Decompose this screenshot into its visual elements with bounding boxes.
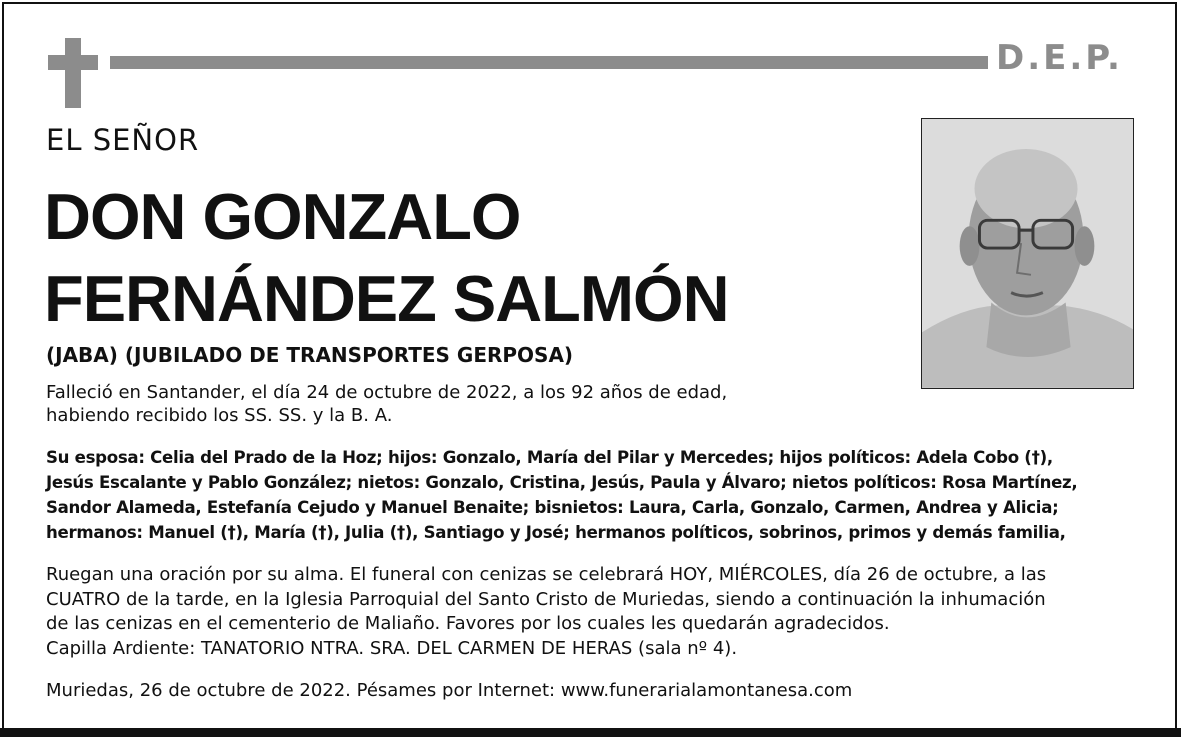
deceased-nickname: (JABA) (JUBILADO DE TRANSPORTES GERPOSA) xyxy=(46,343,574,367)
cross-horizontal-bar xyxy=(48,55,98,70)
family-line-1: Su esposa: Celia del Prado de la Hoz; hijos: Gonzalo, María del Pilar y Mercedes; hijos políticos: Adela Cobo (†), xyxy=(46,448,1053,467)
funeral-line-4: Capilla Ardiente: TANATORIO NTRA. SRA. DEL CARMEN DE HERAS (sala nº 4). xyxy=(46,638,738,659)
funeral-line-2: CUATRO de la tarde, en la Iglesia Parroquial del Santo Cristo de Muriedas, siendo a continuación la inhumación xyxy=(46,589,1046,610)
deceased-name-line1: DON GONZALO xyxy=(44,180,521,253)
funeral-line-3: de las cenizas en el cementerio de Maliaño. Favores por los cuales les quedarán agradecidos. xyxy=(46,613,890,634)
pretitle: EL SEÑOR xyxy=(46,123,200,157)
death-notice-line-2: habiendo recibido los SS. SS. y la B. A. xyxy=(46,405,393,426)
deceased-portrait xyxy=(921,118,1134,389)
family-line-3: Sandor Alameda, Estefanía Cejudo y Manuel Benaite; bisnietos: Laura, Carla, Gonzalo, Carmen, Andrea y Alicia; xyxy=(46,498,1059,517)
funeral-line-1: Ruegan una oración por su alma. El funeral con cenizas se celebrará HOY, MIÉRCOLES, día 26 de octubre, a las xyxy=(46,564,1047,585)
footer-text: Muriedas, 26 de octubre de 2022. Pésames por Internet: www.funerarialamontanesa.com xyxy=(46,680,853,701)
cross-vertical-bar xyxy=(65,38,81,108)
dep-label: D.E.P. xyxy=(996,38,1123,78)
header-rule xyxy=(110,56,988,69)
deceased-name-line2: FERNÁNDEZ SALMÓN xyxy=(44,262,729,335)
family-line-4: hermanos: Manuel (†), María (†), Julia (†), Santiago y José; hermanos políticos, sobrinos, primos y demás familia, xyxy=(46,523,1066,542)
deceased-name xyxy=(44,176,729,340)
portrait-image xyxy=(922,119,1133,388)
death-notice-line-1: Falleció en Santander, el día 24 de octubre de 2022, a los 92 años de edad, xyxy=(46,382,728,403)
family-line-2: Jesús Escalante y Pablo González; nietos: Gonzalo, Cristina, Jesús, Paula y Álvaro; nietos políticos: Rosa Martínez, xyxy=(46,473,1078,492)
bottom-rule xyxy=(0,728,1181,737)
